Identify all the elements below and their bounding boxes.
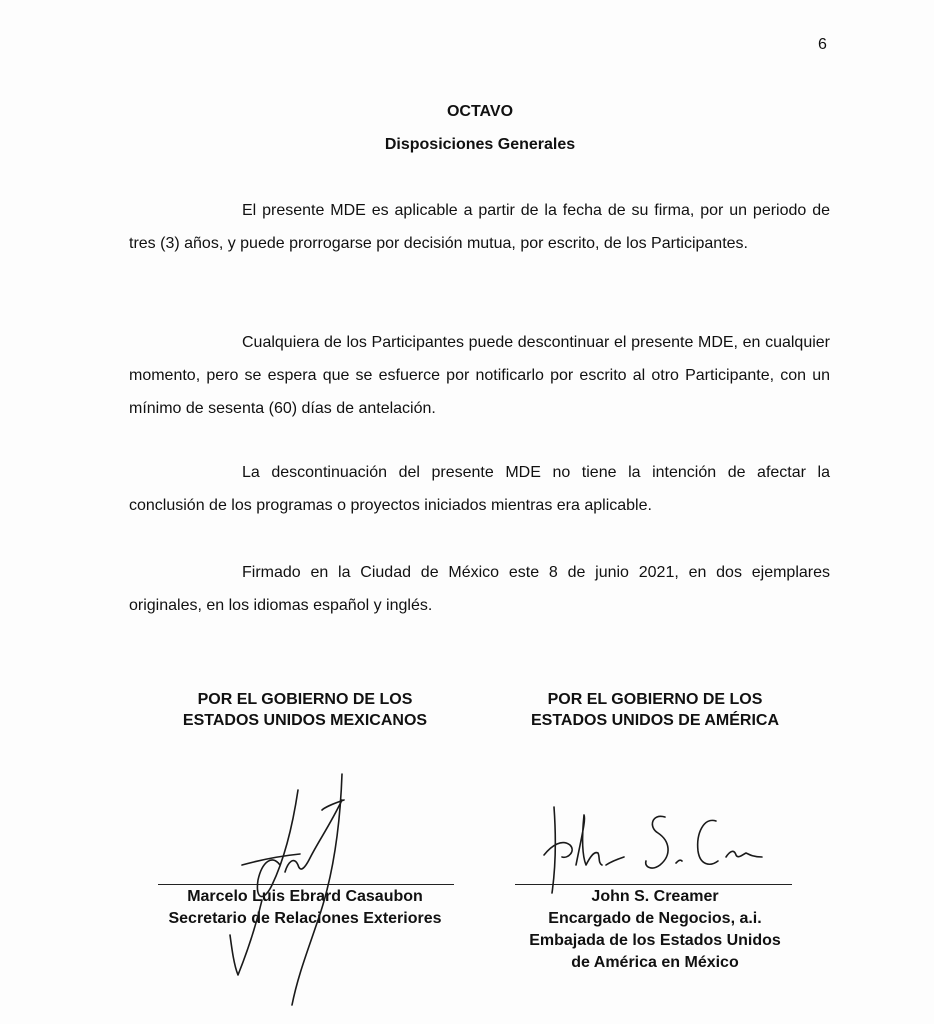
paragraph-effect: [129, 456, 830, 522]
paragraph-discontinue: [129, 326, 830, 425]
section-number: OCTAVO: [446, 103, 514, 120]
party-mexico: [140, 689, 470, 731]
signer-usa-name: John S. Creamer: [591, 888, 719, 905]
party-usa-line2: ESTADOS UNIDOS DE AMÉRICA: [530, 712, 779, 729]
signer-mexico-title: Secretario de Relaciones Exteriores: [168, 910, 442, 927]
section-title: Disposiciones Generales: [384, 136, 576, 153]
party-usa: [490, 689, 820, 731]
party-usa-line1: POR EL GOBIERNO DE LOS: [547, 691, 763, 708]
handwritten-signature-usa: [540, 795, 780, 905]
signer-usa-embassy: Embajada de los Estados Unidos: [529, 932, 781, 949]
page-number: 6: [818, 36, 827, 53]
paragraph-duration: [129, 194, 830, 260]
paragraph-text: La descontinuación del presente MDE no tiene la intención de afectar la conclusión de los programas o proyectos iniciados mientras era aplicable.: [129, 464, 830, 514]
paragraph-signed: [129, 556, 830, 622]
paragraph-text: El presente MDE es aplicable a partir de la fecha de su firma, por un periodo de tres (3) años, y puede prorrogarse por decisión mutua, por escrito, de los Participantes.: [129, 202, 830, 252]
party-mexico-line1: POR EL GOBIERNO DE LOS: [197, 691, 413, 708]
handwritten-signature-mexico: [200, 770, 370, 1010]
signer-usa-title: Encargado de Negocios, a.i.: [548, 910, 762, 927]
signer-usa-embassy-country: de América en México: [571, 954, 739, 971]
signer-mexico-name: Marcelo Luis Ebrard Casaubon: [187, 888, 423, 905]
paragraph-text: Cualquiera de los Participantes puede descontinuar el presente MDE, en cualquier momento, pero se espera que se esfuerce por notificarlo por escrito al otro Participante, con un mínimo de sesenta (60) días de antelación.: [129, 334, 830, 417]
paragraph-text: Firmado en la Ciudad de México este 8 de junio 2021, en dos ejemplares originales, en los idiomas español y inglés.: [129, 564, 830, 614]
party-mexico-line2: ESTADOS UNIDOS MEXICANOS: [182, 712, 428, 729]
